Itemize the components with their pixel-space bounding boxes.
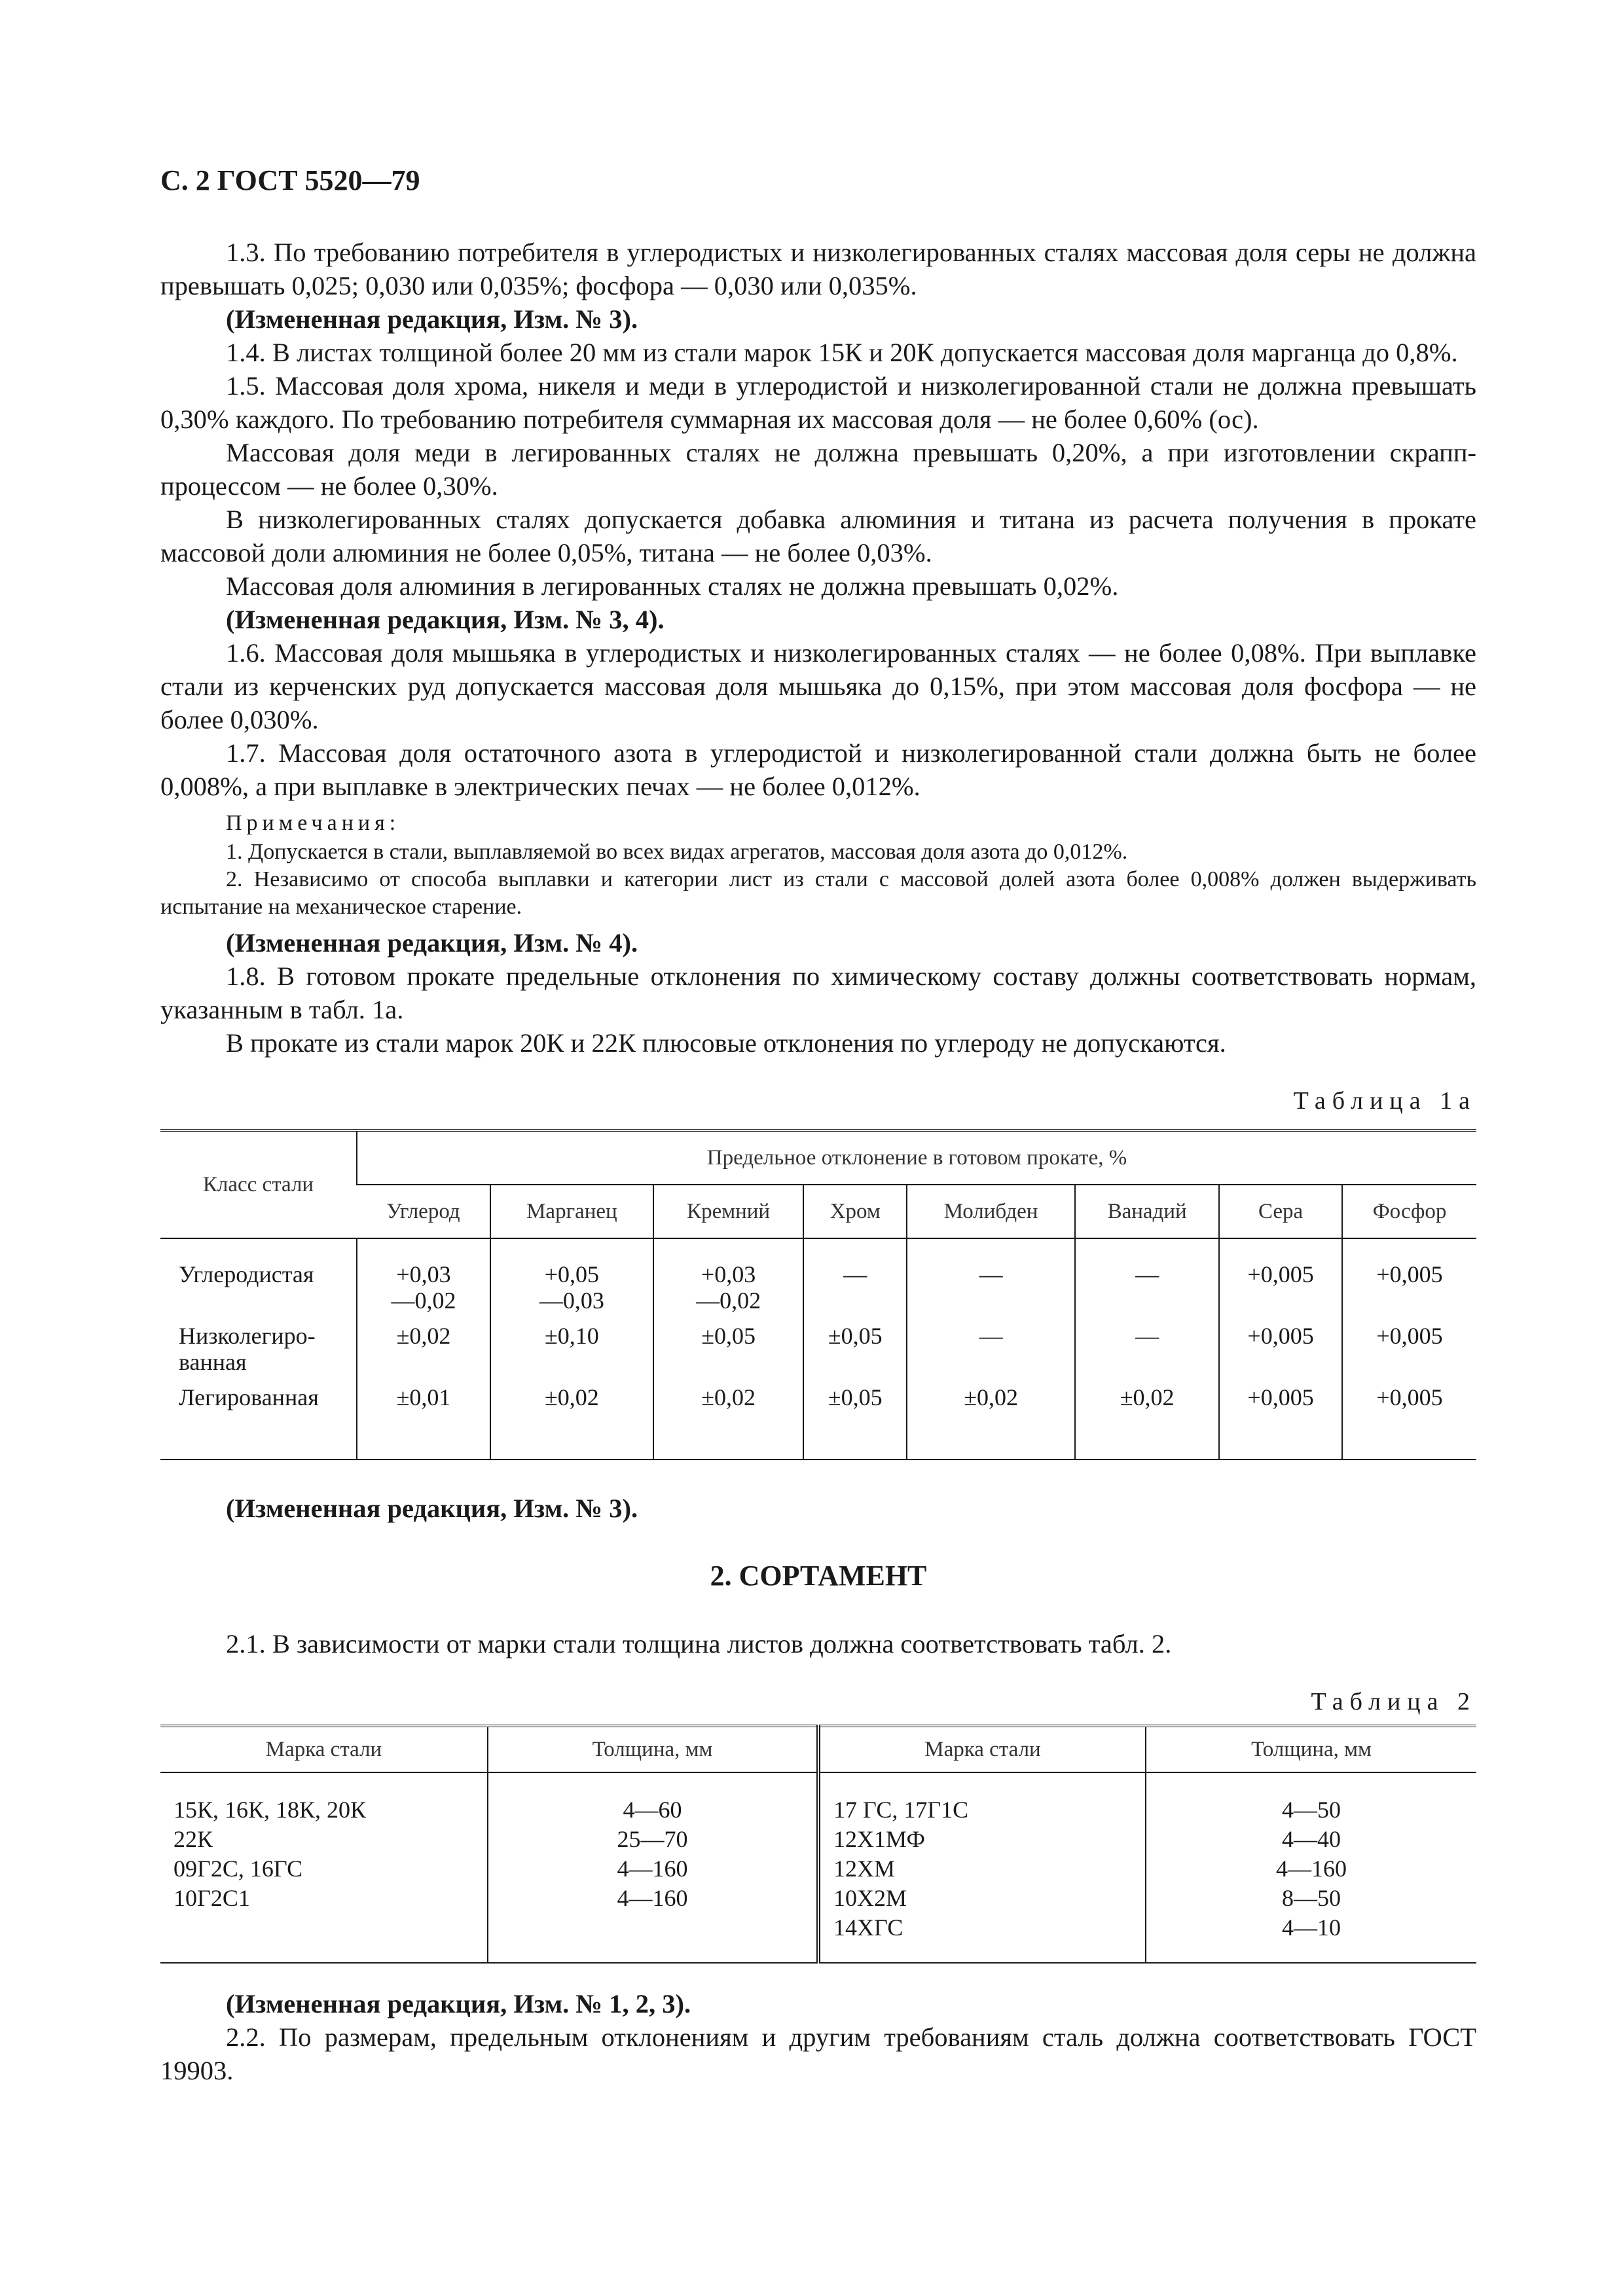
steel-class-cell	[160, 1238, 357, 1318]
table-cell	[803, 1238, 907, 1318]
table-cell-line: ±0,05	[701, 1323, 756, 1349]
table-cell-line	[911, 1410, 1070, 1437]
edition-note: (Измененная редакция, Изм. № 3).	[226, 1494, 638, 1523]
table-cell: 25—70	[617, 1826, 688, 1852]
table-cell-line	[179, 1287, 352, 1314]
table-cell-line: ±0,01	[396, 1384, 451, 1410]
table-cell: 15К, 16К, 18К, 20К	[173, 1797, 367, 1823]
note-1: 1. Допускается в стали, выплавляемой во всех видах агрегатов, массовая доля азота до 0,012%.	[226, 840, 1128, 864]
table-cell	[1219, 1318, 1342, 1379]
table-header-cell: Марка стали	[160, 1726, 488, 1772]
table-header-group: Предельное отклонение в готовом прокате, %	[357, 1130, 1476, 1185]
table-2-caption: Таблица 2	[1311, 1688, 1476, 1715]
thickness-column-right	[1146, 1772, 1476, 1963]
table-cell-line: Низколегиро-	[179, 1323, 316, 1349]
clause-1-5: 1.5. Массовая доля хрома, никеля и меди в углеродистой и низколегированной стали не должна превышать 0,30% каждого. По требованию потребителя суммарная их массовая доля — не более 0,60% (ос).	[160, 371, 1476, 434]
table-1a-caption: Таблица 1а	[1293, 1087, 1476, 1115]
table-cell	[357, 1238, 490, 1318]
grade-column-left	[160, 1772, 488, 1963]
table-cell-line	[1347, 1287, 1472, 1314]
table-1a	[160, 1129, 1476, 1460]
clause-1-3: 1.3. По требованию потребителя в углеродистых и низколегированных сталях массовая доля серы не должна превышать 0,025; 0,030 или 0,035%; фосфора — 0,030 или 0,035%.	[160, 238, 1476, 300]
table-cell-line: ±0,02	[396, 1323, 451, 1349]
table-cell-line: +0,03	[701, 1261, 756, 1287]
clause-1-8-carbon: В прокате из стали марок 20К и 22К плюсовые отклонения по углероду не допускаются.	[226, 1028, 1226, 1058]
table-cell-line: Легированная	[179, 1384, 319, 1410]
table-header-cell: Углерод	[357, 1185, 490, 1238]
section-2-title: 2. СОРТАМЕНТ	[710, 1560, 927, 1592]
table-cell	[907, 1318, 1075, 1379]
table-cell-line	[1080, 1410, 1214, 1437]
table-header-cell: Фосфор	[1342, 1185, 1476, 1238]
table-cell-line: —	[979, 1261, 1003, 1287]
table-cell: 12Х1МФ	[833, 1826, 925, 1852]
table-cell-line	[911, 1349, 1070, 1375]
table-cell-line	[658, 1410, 799, 1437]
table-cell	[490, 1379, 653, 1460]
table-cell-line: +0,03	[396, 1261, 451, 1287]
grade-column-right	[818, 1772, 1146, 1963]
table-cell-line	[179, 1410, 352, 1437]
clause-1-6: 1.6. Массовая доля мышьяка в углеродистых и низколегированных сталях — не более 0,08%. При выплавке стали из керченских руд допускается массовая доля мышьяка до 0,15%, при этом массовая доля фосфора — не более 0,030%.	[160, 638, 1476, 734]
table-header-cell: Хром	[803, 1185, 907, 1238]
table-cell-line	[808, 1349, 902, 1375]
steel-class-cell	[160, 1379, 357, 1460]
clause-1-8: 1.8. В готовом прокате предельные отклонения по химическому составу должны соответствовать нормам, указанным в табл. 1а.	[160, 961, 1476, 1024]
clause-2-1: 2.1. В зависимости от марки стали толщина листов должна соответствовать табл. 2.	[226, 1629, 1172, 1659]
table-header-cell: Молибден	[907, 1185, 1075, 1238]
table-cell: 4—40	[1282, 1826, 1341, 1852]
table-cell-line	[658, 1349, 799, 1375]
document-page	[160, 164, 1476, 2087]
table-cell	[1342, 1318, 1476, 1379]
table-cell-line	[1080, 1287, 1214, 1314]
table-cell	[1219, 1238, 1342, 1318]
table-cell	[1342, 1238, 1476, 1318]
table-cell	[1075, 1318, 1219, 1379]
table-cell: 4—10	[1282, 1914, 1341, 1941]
table-cell-line	[1224, 1287, 1338, 1314]
clause-2-2: 2.2. По размерам, предельным отклонениям и другим требованиям сталь должна соответствовать ГОСТ 19903.	[160, 2022, 1476, 2085]
table-cell-line: ±0,02	[964, 1384, 1018, 1410]
table-cell-line: Углеродистая	[179, 1261, 314, 1287]
table-cell-line: +0,005	[1247, 1323, 1314, 1349]
clause-1-5-copper: Массовая доля меди в легированных сталях не должна превышать 0,20%, а при изготовлении скрапп-процессом — не более 0,30%.	[160, 438, 1476, 501]
table-cell-line	[808, 1410, 902, 1437]
table-cell	[1342, 1379, 1476, 1460]
table-2	[160, 1725, 1476, 1964]
table-cell	[490, 1318, 653, 1379]
clause-1-4: 1.4. В листах толщиной более 20 мм из стали марок 15К и 20К допускается массовая доля марганца до 0,8%.	[226, 338, 1458, 367]
table-cell-line: —0,02	[391, 1287, 456, 1314]
table-cell-line: —0,02	[696, 1287, 761, 1314]
table-cell-line: —0,03	[539, 1287, 604, 1314]
table-cell-line: +0,005	[1376, 1384, 1443, 1410]
steel-class-cell	[160, 1318, 357, 1379]
table-cell: 10Г2С1	[173, 1885, 250, 1911]
table-cell-line	[361, 1349, 486, 1375]
table-cell	[907, 1238, 1075, 1318]
table-cell: 4—160	[617, 1885, 688, 1911]
table-cell-line: ±0,05	[828, 1323, 883, 1349]
table-cell	[1219, 1379, 1342, 1460]
note-2: 2. Независимо от способа выплавки и категории лист из стали с массовой долей азота более 0,008% должен выдерживать испытание на механическое старение.	[160, 867, 1476, 919]
table-cell: 4—60	[623, 1797, 682, 1823]
table-cell-line: +0,005	[1376, 1261, 1443, 1287]
table-cell-line: +0,05	[544, 1261, 600, 1287]
table-cell-line: —	[843, 1261, 867, 1287]
table-cell: 14ХГС	[833, 1914, 903, 1941]
edition-note: (Измененная редакция, Изм. № 3, 4).	[226, 605, 665, 634]
table-cell-line: —	[1135, 1261, 1159, 1287]
table-cell	[803, 1318, 907, 1379]
table-header-cell: Сера	[1219, 1185, 1342, 1238]
table-cell	[653, 1379, 804, 1460]
table-cell-line: ±0,02	[545, 1384, 599, 1410]
page-header: С. 2 ГОСТ 5520—79	[160, 164, 420, 196]
table-cell-line: ±0,05	[828, 1384, 883, 1410]
table-cell: 8—50	[1282, 1885, 1341, 1911]
table-header-cell: Кремний	[653, 1185, 804, 1238]
table-cell-line	[1224, 1410, 1338, 1437]
clause-1-5-alloy: Массовая доля алюминия в легированных сталях не должна превышать 0,02%.	[226, 571, 1119, 601]
table-header-cell: Ванадий	[1075, 1185, 1219, 1238]
notes-title: Примечания:	[226, 811, 401, 835]
table-header-class: Класс стали	[160, 1130, 357, 1238]
table-cell: 09Г2С, 16ГС	[173, 1856, 303, 1882]
table-cell-line	[1347, 1349, 1472, 1375]
table-cell: 17 ГС, 17Г1С	[833, 1797, 969, 1823]
thickness-column-left	[488, 1772, 818, 1963]
table-cell-line: —	[1135, 1323, 1159, 1349]
clause-1-5-aluminium: В низколегированных сталях допускается добавка алюминия и титана из расчета получения в прокате массовой доли алюминия не более 0,05%, титана — не более 0,03%.	[160, 505, 1476, 567]
table-cell: 4—160	[1276, 1856, 1347, 1882]
table-cell-line	[495, 1410, 649, 1437]
table-cell	[1075, 1379, 1219, 1460]
table-cell-line: +0,005	[1247, 1261, 1314, 1287]
table-cell	[653, 1318, 804, 1379]
edition-note: (Измененная редакция, Изм. № 3).	[226, 304, 638, 334]
table-row	[160, 1318, 1476, 1379]
table-cell-line	[808, 1287, 902, 1314]
table-cell: 10Х2М	[833, 1885, 907, 1911]
table-cell-line	[495, 1349, 649, 1375]
table-header-cell: Толщина, мм	[488, 1726, 818, 1772]
table-cell-line: ванная	[179, 1349, 247, 1375]
table-cell-line: ±0,10	[545, 1323, 599, 1349]
table-cell	[357, 1379, 490, 1460]
table-cell-line: ±0,02	[1120, 1384, 1175, 1410]
table-cell-line	[1224, 1349, 1338, 1375]
table-cell-line: +0,005	[1376, 1323, 1443, 1349]
table-cell-line	[361, 1410, 486, 1437]
table-row	[160, 1379, 1476, 1460]
table-cell: 4—160	[617, 1856, 688, 1882]
edition-note: (Измененная редакция, Изм. № 4).	[226, 928, 638, 958]
table-cell-line: ±0,02	[701, 1384, 756, 1410]
table-header-cell: Марка стали	[818, 1726, 1146, 1772]
table-cell-line	[911, 1287, 1070, 1314]
table-cell-line	[1080, 1349, 1214, 1375]
table-cell-line: +0,005	[1247, 1384, 1314, 1410]
table-cell-line	[1347, 1410, 1472, 1437]
table-cell-line: —	[979, 1323, 1003, 1349]
table-row	[160, 1238, 1476, 1318]
table-cell	[653, 1238, 804, 1318]
table-header-cell: Марганец	[490, 1185, 653, 1238]
table-cell	[1075, 1238, 1219, 1318]
table-cell: 4—50	[1282, 1797, 1341, 1823]
table-cell	[803, 1379, 907, 1460]
table-cell	[907, 1379, 1075, 1460]
table-cell: 12ХМ	[833, 1856, 896, 1882]
clause-1-7: 1.7. Массовая доля остаточного азота в углеродистой и низколегированной стали должна быть не более 0,008%, а при выплавке в электрических печах — не более 0,012%.	[160, 738, 1476, 801]
table-cell: 22К	[173, 1826, 213, 1852]
edition-note: (Измененная редакция, Изм. № 1, 2, 3).	[226, 1989, 691, 2018]
table-header-cell: Толщина, мм	[1146, 1726, 1476, 1772]
table-cell	[490, 1238, 653, 1318]
table-cell	[357, 1318, 490, 1379]
